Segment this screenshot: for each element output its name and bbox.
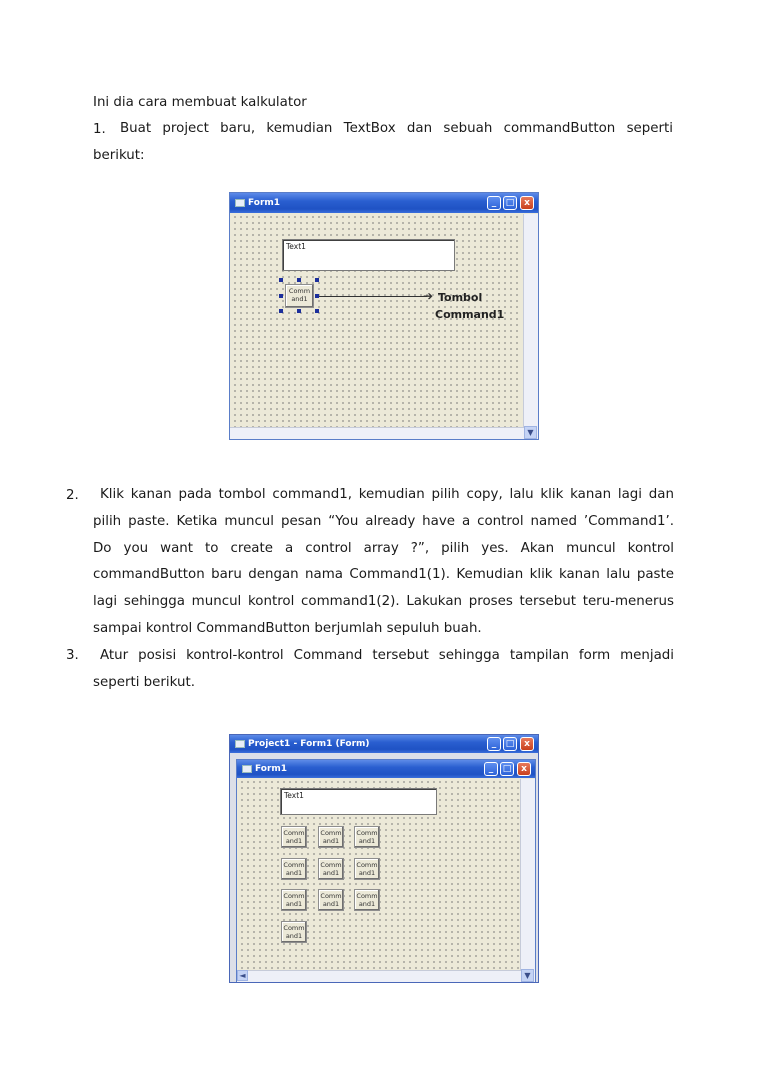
step-1-number: 1.	[93, 122, 106, 137]
text1-textbox[interactable]: Text1	[280, 788, 437, 815]
step-2-line-3: Do you want to create a control array ?”, pilih yes. Akan muncul kontrol	[93, 541, 674, 556]
form1-window	[229, 192, 539, 440]
step-2-number: 2.	[66, 488, 79, 503]
selection-handle[interactable]	[315, 278, 319, 282]
command1-0-button[interactable]	[281, 826, 307, 848]
scroll-down-button[interactable]	[524, 426, 537, 439]
command1-6-button[interactable]	[281, 889, 307, 911]
project1-titlebar[interactable]	[230, 735, 538, 753]
command1-button[interactable]	[285, 284, 314, 308]
form1-horizontal-scrollbar[interactable]	[230, 427, 524, 439]
step-2-line-4: commandButton baru dengan nama Command1(1). Kemudian klik kanan lalu paste	[93, 567, 674, 582]
scroll-down-icon: ▼	[524, 971, 531, 980]
minimize-button[interactable]	[487, 737, 501, 751]
inner-vertical-scrollbar[interactable]	[520, 779, 535, 983]
selection-handle[interactable]	[297, 309, 301, 313]
scroll-down-icon: ▼	[527, 428, 534, 437]
maximize-icon: □	[502, 764, 512, 774]
arrow-icon: ➔	[423, 289, 434, 303]
command1-1-button[interactable]	[318, 826, 344, 848]
minimize-button[interactable]	[484, 762, 498, 776]
cmd-label-line1: Comm	[320, 861, 342, 869]
minimize-button[interactable]	[487, 196, 501, 210]
command1-5-button[interactable]	[354, 858, 380, 880]
selection-handle[interactable]	[297, 278, 301, 282]
close-icon: x	[524, 198, 530, 208]
text1-textbox[interactable]: Text1	[282, 239, 455, 271]
step-3-line-2: seperti berikut.	[93, 675, 195, 690]
cmd-label-line2: and1	[358, 869, 376, 877]
command1-4-button[interactable]	[318, 858, 344, 880]
form1-titlebar[interactable]	[230, 193, 538, 213]
inner-form1-titlebar[interactable]	[237, 760, 535, 778]
cmd-label-line1: Comm	[356, 892, 378, 900]
maximize-button[interactable]	[503, 737, 517, 751]
form-icon	[242, 765, 252, 773]
cmd-label-line2: and1	[322, 869, 340, 877]
cmd-label-line2: and1	[322, 900, 340, 908]
intro-text: Ini dia cara membuat kalkulator	[93, 95, 307, 110]
inner-horizontal-scrollbar[interactable]	[237, 970, 521, 982]
maximize-button[interactable]	[500, 762, 514, 776]
minimize-icon: _	[491, 739, 497, 749]
cmd-label-line1: Comm	[283, 924, 305, 932]
maximize-icon: □	[505, 739, 515, 749]
close-button[interactable]	[520, 737, 534, 751]
cmd-label-line1: Comm	[283, 861, 305, 869]
scroll-left-button[interactable]	[237, 970, 248, 981]
annotation-line-2: Command1	[435, 308, 505, 321]
step-1-line-2: berikut:	[93, 148, 145, 163]
form1-title: Form1	[248, 198, 281, 208]
minimize-icon: _	[488, 764, 494, 774]
command1-2-button[interactable]	[354, 826, 380, 848]
inner-form1-window	[236, 759, 536, 983]
command1-label-line2: and1	[291, 295, 308, 303]
minimize-icon: _	[491, 198, 497, 208]
cmd-label-line1: Comm	[283, 892, 305, 900]
annotation-arrow-line	[319, 296, 427, 297]
cmd-label-line1: Comm	[320, 829, 342, 837]
scroll-left-icon: ◄	[239, 971, 246, 980]
scroll-down-button[interactable]	[521, 969, 534, 982]
cmd-label-line2: and1	[358, 837, 376, 845]
step-1-line-1: Buat project baru, kemudian TextBox dan sebuah commandButton seperti	[120, 121, 673, 136]
project1-title: Project1 - Form1 (Form)	[248, 739, 370, 749]
command1-8-button[interactable]	[354, 889, 380, 911]
cmd-label-line1: Comm	[356, 829, 378, 837]
project-icon	[235, 740, 245, 748]
step-2-line-6: sampai kontrol CommandButton berjumlah sepuluh buah.	[93, 621, 482, 636]
form-icon	[235, 199, 245, 207]
step-2-line-2: pilih paste. Ketika muncul pesan “You already have a control named ’Command1’.	[93, 514, 674, 529]
cmd-label-line1: Comm	[320, 892, 342, 900]
inner-form1-title: Form1	[255, 764, 288, 774]
close-icon: x	[521, 764, 527, 774]
close-button[interactable]	[517, 762, 531, 776]
close-icon: x	[524, 739, 530, 749]
cmd-label-line2: and1	[358, 900, 376, 908]
annotation-line-1: Tombol	[438, 291, 483, 304]
command1-7-button[interactable]	[318, 889, 344, 911]
cmd-label-line1: Comm	[356, 861, 378, 869]
close-button[interactable]	[520, 196, 534, 210]
selection-handle[interactable]	[279, 278, 283, 282]
maximize-button[interactable]	[503, 196, 517, 210]
step-3-line-1: Atur posisi kontrol-kontrol Command tersebut sehingga tampilan form menjadi	[100, 648, 674, 663]
cmd-label-line2: and1	[322, 837, 340, 845]
step-2-line-1: Klik kanan pada tombol command1, kemudian pilih copy, lalu klik kanan lagi dan	[100, 487, 674, 502]
selection-handle[interactable]	[315, 309, 319, 313]
selection-handle[interactable]	[279, 294, 283, 298]
command1-9-button[interactable]	[281, 921, 307, 943]
step-2-line-5: lagi sehingga muncul kontrol command1(2). Lakukan proses tersebut teru-menerus	[93, 594, 674, 609]
maximize-icon: □	[505, 198, 515, 208]
cmd-label-line2: and1	[285, 900, 303, 908]
cmd-label-line2: and1	[285, 837, 303, 845]
step-3-number: 3.	[66, 648, 79, 663]
command1-3-button[interactable]	[281, 858, 307, 880]
command1-label-line1: Comm	[288, 287, 311, 295]
cmd-label-line1: Comm	[283, 829, 305, 837]
cmd-label-line2: and1	[285, 932, 303, 940]
selection-handle[interactable]	[279, 309, 283, 313]
form1-vertical-scrollbar[interactable]	[523, 214, 538, 440]
cmd-label-line2: and1	[285, 869, 303, 877]
project1-ide-window	[229, 734, 539, 983]
